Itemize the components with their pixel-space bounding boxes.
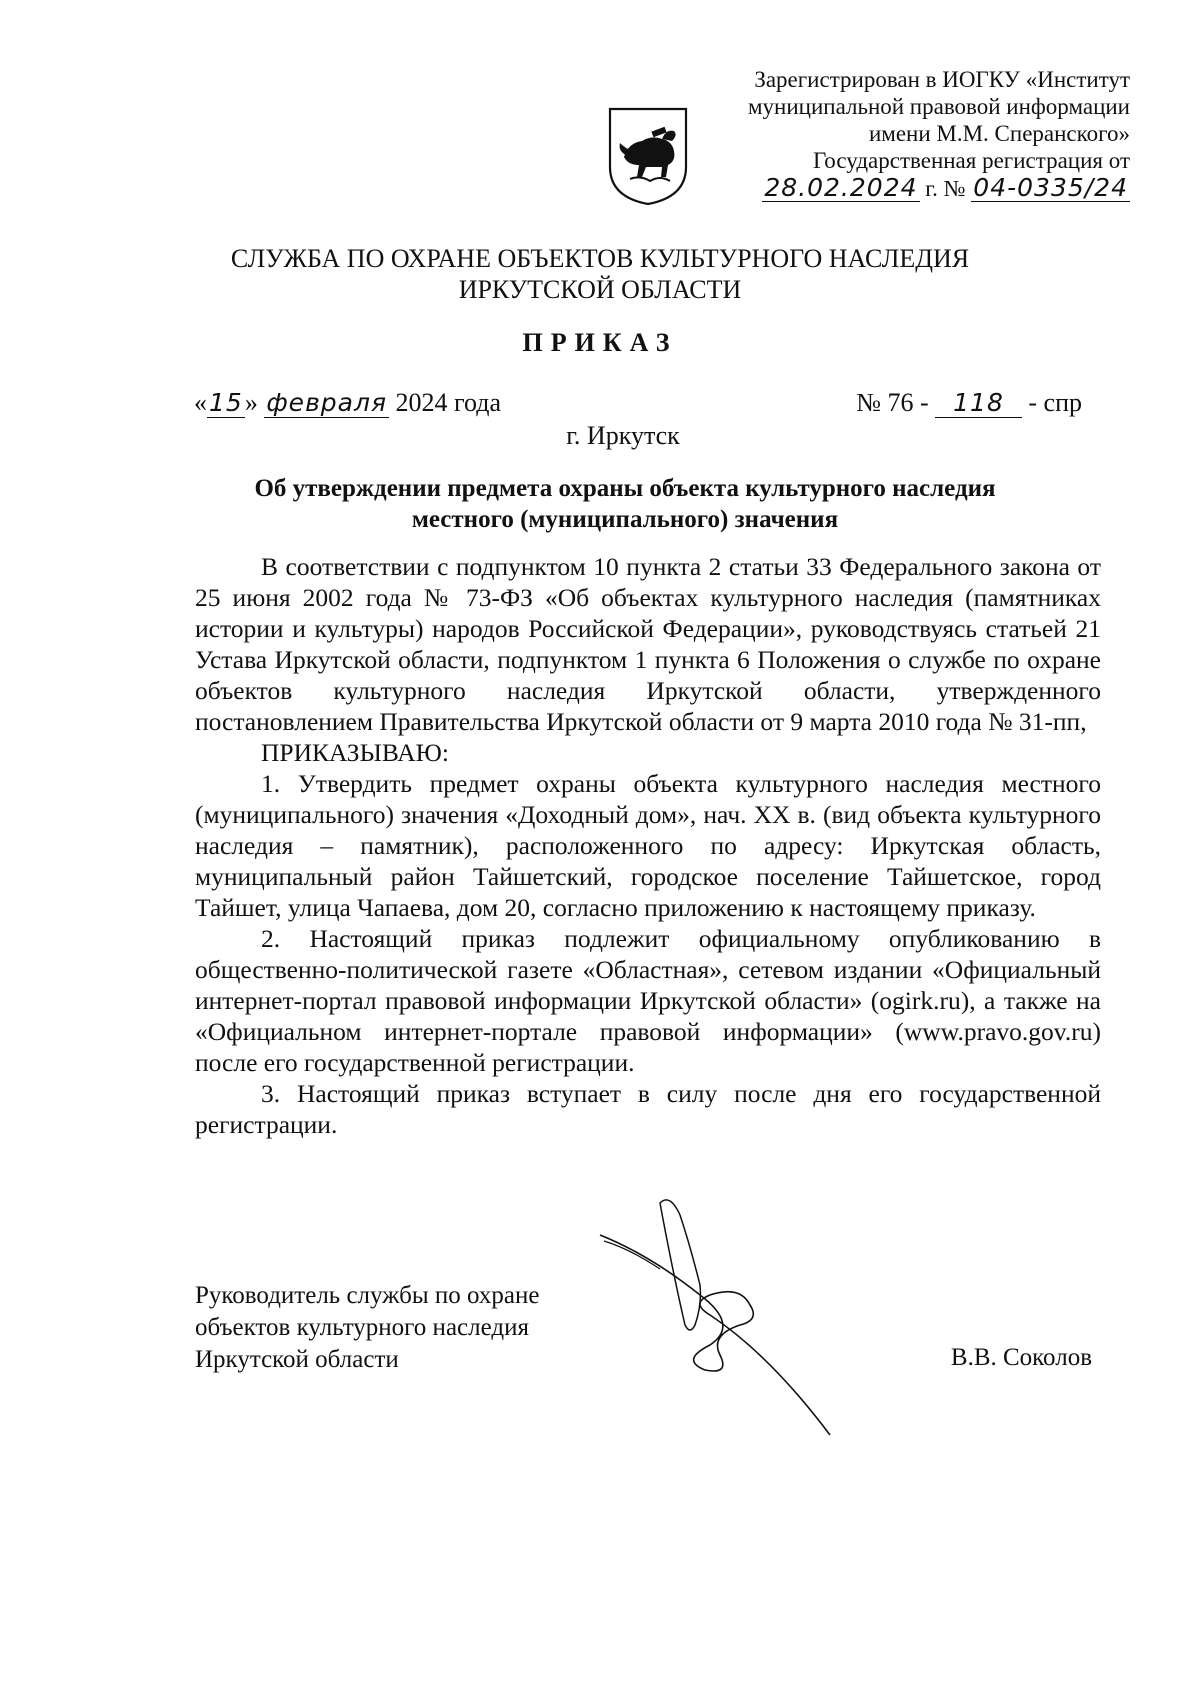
agency-name-line-1: СЛУЖБА ПО ОХРАНЕ ОБЪЕКТОВ КУЛЬТУРНОГО НАСЛЕДИЯ	[230, 244, 970, 273]
irkutsk-coat-of-arms-icon	[606, 105, 690, 207]
signatory-position-line-1: Руководитель службы по охране	[195, 1282, 540, 1309]
order-city: г. Иркутск	[566, 421, 680, 450]
registration-details	[670, 174, 1130, 202]
order-year: 2024 года	[395, 388, 502, 417]
order-number-prefix: № 76 -	[856, 388, 929, 417]
order-month: февраля	[266, 388, 388, 417]
order-date	[194, 388, 501, 418]
item-1-paragraph: 1. Утвердить предмет охраны объекта культурного наследия местного (муниципального) значения «Доходный дом», нач. XX в. (вид объекта культурного наследия – памятник), расположенного по адресу: Иркутская область, муниципальный район Тайшетский, городское поселение Тайшетское, город Тайшет, улица Чапаева, дом 20, согласно приложению к настоящему приказу.	[195, 769, 1101, 922]
item-2-paragraph: 2. Настоящий приказ подлежит официальному опубликованию в общественно-политической газете «Областная», сетевом издании «Официальный интернет-портал правовой информации Иркутской области» (ogirk.ru), а также на «Официальном интернет-портале правовой информации» (www.pravo.gov.ru) после его государственной регистрации.	[195, 924, 1101, 1077]
date-close-quote: »	[244, 388, 258, 417]
registration-line-1: Зарегистрирован в ИОГКУ «Институт	[754, 67, 1130, 92]
agency-name	[0, 243, 1200, 305]
order-day: 15	[209, 388, 243, 417]
order-subject-line-2: местного (муниципального) значения	[411, 506, 839, 533]
registration-line-2: муниципальной правовой информации	[747, 94, 1130, 119]
order-subject-line-1: Об утверждении предмета охраны объекта культурного наследия	[254, 475, 996, 502]
signatory-position-line-2: объектов культурного наследия	[195, 1314, 529, 1341]
registration-line-4: Государственная регистрация от	[813, 148, 1130, 173]
registration-date: 28.02.2024	[764, 173, 918, 202]
order-subject	[220, 473, 1030, 535]
registration-line-3: имени М.М. Сперанского»	[868, 121, 1130, 146]
order-word: ПРИКАЗЫВАЮ:	[261, 738, 449, 767]
preamble-paragraph: В соответствии с подпунктом 10 пункта 2 статьи 33 Федерального закона от 25 июня 2002 года № 73-ФЗ «Об объектах культурного наследия (памятниках истории и культуры) народов Российской Федерации», руководствуясь статьей 21 Устава Иркутской области, подпунктом 1 пункта 6 Положения о службе по охране объектов культурного наследия Иркутской области, утвержденного постановлением Правительства Иркутской области от 9 марта 2010 года № 31-пп,	[195, 552, 1101, 736]
date-open-quote: «	[194, 388, 207, 417]
order-number	[856, 388, 1082, 418]
agency-name-line-2: ИРКУТСКОЙ ОБЛАСТИ	[458, 275, 742, 304]
handwritten-signature-icon	[590, 1185, 850, 1455]
order-number-value: 118	[935, 388, 1022, 418]
document-title: ПРИКАЗ	[522, 328, 678, 357]
order-number-suffix: - спр	[1028, 388, 1082, 417]
signatory-position-line-3: Иркутской области	[195, 1346, 399, 1373]
registration-number: 04-0335/24	[973, 173, 1128, 202]
registration-block	[670, 66, 1130, 202]
registration-number-label: г. №	[925, 176, 966, 201]
signatory-position	[195, 1280, 539, 1376]
signatory-name: В.В. Соколов	[950, 1344, 1092, 1371]
order-body	[195, 551, 1101, 1140]
item-3-paragraph: 3. Настоящий приказ вступает в силу после дня его государственной регистрации.	[195, 1079, 1101, 1139]
